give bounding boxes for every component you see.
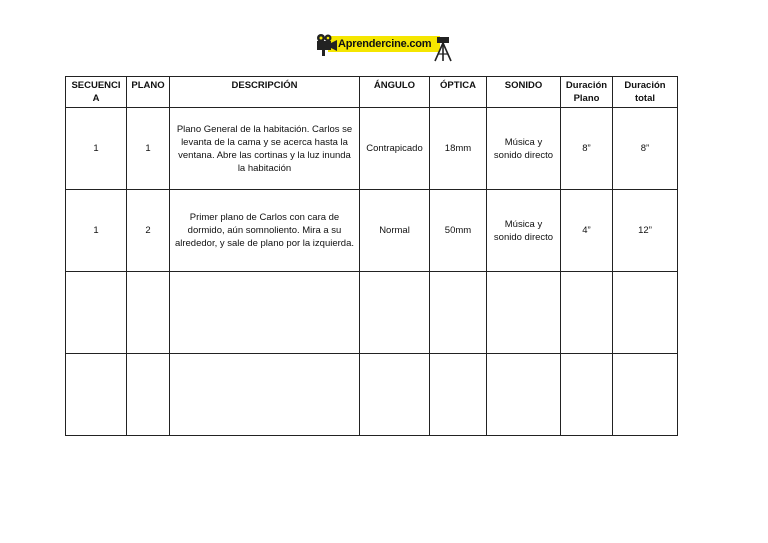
cell-descripcion xyxy=(170,354,360,436)
cell-duracion-total: 12” xyxy=(613,190,678,272)
cell-duracion-plano xyxy=(561,354,613,436)
cell-duracion-plano: 4” xyxy=(561,190,613,272)
table-header-row xyxy=(66,77,678,108)
table-row xyxy=(66,354,678,436)
cell-angulo xyxy=(360,272,430,354)
cell-descripcion: Primer plano de Carlos con cara de dormido, aún somnoliento. Mira a su alrededor, y sale de plano por la izquierda. xyxy=(170,190,360,272)
cell-duracion-total xyxy=(613,272,678,354)
cell-sonido: Música y sonido directo xyxy=(487,190,561,272)
cell-plano xyxy=(127,272,170,354)
header-angulo: ÁNGULO xyxy=(360,77,430,108)
cell-sonido: Música y sonido directo xyxy=(487,108,561,190)
tripod-icon xyxy=(432,34,454,62)
cell-sonido xyxy=(487,354,561,436)
header-plano: PLANO xyxy=(127,77,170,108)
cell-secuencia xyxy=(66,354,127,436)
cell-secuencia: 1 xyxy=(66,108,127,190)
header-optica: ÓPTICA xyxy=(430,77,487,108)
cell-duracion-plano: 8” xyxy=(561,108,613,190)
cell-angulo xyxy=(360,354,430,436)
aprendercine-logo xyxy=(314,30,454,64)
cell-duracion-plano xyxy=(561,272,613,354)
cell-angulo: Contrapicado xyxy=(360,108,430,190)
header-secuencia: SECUENCI A xyxy=(66,77,127,108)
cell-angulo: Normal xyxy=(360,190,430,272)
table-row xyxy=(66,108,678,190)
storyboard-table xyxy=(65,76,678,436)
cell-descripcion xyxy=(170,272,360,354)
cell-sonido xyxy=(487,272,561,354)
cell-secuencia xyxy=(66,272,127,354)
cell-optica xyxy=(430,272,487,354)
cell-plano: 2 xyxy=(127,190,170,272)
cell-secuencia: 1 xyxy=(66,190,127,272)
logo-text: Aprendercine.com xyxy=(338,38,432,50)
header-duracion-total: Duración total xyxy=(613,77,678,108)
cell-plano: 1 xyxy=(127,108,170,190)
table-row xyxy=(66,272,678,354)
header-descripcion: DESCRIPCIÓN xyxy=(170,77,360,108)
cell-descripcion: Plano General de la habitación. Carlos se levanta de la cama y se acerca hasta la ventana. Abre las cortinas y la luz inunda la habitación xyxy=(170,108,360,190)
cell-duracion-total xyxy=(613,354,678,436)
header-duracion-plano: Duración Plano xyxy=(561,77,613,108)
cell-optica: 18mm xyxy=(430,108,487,190)
cell-optica xyxy=(430,354,487,436)
table-row xyxy=(66,190,678,272)
cell-duracion-total: 8” xyxy=(613,108,678,190)
cell-optica: 50mm xyxy=(430,190,487,272)
cell-plano xyxy=(127,354,170,436)
header-sonido: SONIDO xyxy=(487,77,561,108)
